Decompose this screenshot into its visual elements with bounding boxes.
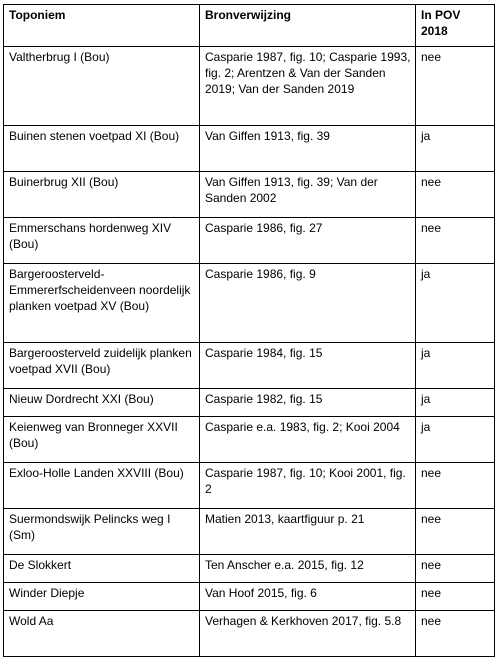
cell-bronverwijzing: Verhagen & Kerkhoven 2017, fig. 5.8	[200, 611, 416, 657]
cell-bronverwijzing: Van Giffen 1913, fig. 39	[200, 126, 416, 172]
cell-bronverwijzing: Van Giffen 1913, fig. 39; Van der Sanden 2002	[200, 172, 416, 218]
cell-toponiem: Exloo-Holle Landen XXVIII (Bou)	[4, 463, 200, 509]
references-table	[3, 4, 495, 657]
cell-in-pov: nee	[416, 218, 495, 264]
cell-bronverwijzing: Matien 2013, kaartfiguur p. 21	[200, 509, 416, 555]
references-table-container	[3, 4, 495, 657]
table-row	[4, 172, 495, 218]
cell-bronverwijzing: Casparie 1986, fig. 27	[200, 218, 416, 264]
header-bronverwijzing: Bronverwijzing	[200, 5, 416, 47]
cell-bronverwijzing: Casparie 1987, fig. 10; Casparie 1993, fig. 2; Arentzen & Van der Sanden 2019; Van der Sanden 2019	[200, 47, 416, 126]
table-row	[4, 126, 495, 172]
cell-toponiem: Wold Aa	[4, 611, 200, 657]
cell-in-pov: nee	[416, 555, 495, 583]
table-row	[4, 583, 495, 611]
table-row	[4, 417, 495, 463]
cell-toponiem: Buinen stenen voetpad XI (Bou)	[4, 126, 200, 172]
cell-toponiem: Keienweg van Bronneger XXVII (Bou)	[4, 417, 200, 463]
cell-toponiem: Nieuw Dordrecht XXI (Bou)	[4, 389, 200, 417]
cell-bronverwijzing: Ten Anscher e.a. 2015, fig. 12	[200, 555, 416, 583]
cell-toponiem: Suermondswijk Pelincks weg I (Sm)	[4, 509, 200, 555]
cell-bronverwijzing: Casparie 1982, fig. 15	[200, 389, 416, 417]
cell-in-pov: ja	[416, 389, 495, 417]
cell-toponiem: Emmerschans hordenweg XIV (Bou)	[4, 218, 200, 264]
table-row	[4, 389, 495, 417]
table-row	[4, 47, 495, 126]
header-toponiem: Toponiem	[4, 5, 200, 47]
cell-in-pov: nee	[416, 47, 495, 126]
cell-bronverwijzing: Casparie 1987, fig. 10; Kooi 2001, fig. 2	[200, 463, 416, 509]
cell-toponiem: Bargeroosterveld zuidelijk planken voetpad XVII (Bou)	[4, 343, 200, 389]
cell-bronverwijzing: Casparie 1986, fig. 9	[200, 264, 416, 343]
cell-in-pov: nee	[416, 583, 495, 611]
cell-in-pov: ja	[416, 343, 495, 389]
cell-toponiem: Valtherbrug I (Bou)	[4, 47, 200, 126]
table-row	[4, 343, 495, 389]
table-row	[4, 611, 495, 657]
cell-toponiem: Bargeroosterveld-Emmererfscheidenveen noordelijk planken voetpad XV (Bou)	[4, 264, 200, 343]
cell-bronverwijzing: Casparie e.a. 1983, fig. 2; Kooi 2004	[200, 417, 416, 463]
cell-in-pov: ja	[416, 417, 495, 463]
cell-in-pov: ja	[416, 264, 495, 343]
table-header-row	[4, 5, 495, 47]
cell-bronverwijzing: Casparie 1984, fig. 15	[200, 343, 416, 389]
table-row	[4, 555, 495, 583]
cell-toponiem: Buinerbrug XII (Bou)	[4, 172, 200, 218]
table-row	[4, 463, 495, 509]
cell-toponiem: De Slokkert	[4, 555, 200, 583]
cell-in-pov: nee	[416, 509, 495, 555]
cell-in-pov: nee	[416, 611, 495, 657]
cell-in-pov: ja	[416, 126, 495, 172]
cell-toponiem: Winder Diepje	[4, 583, 200, 611]
cell-in-pov: nee	[416, 463, 495, 509]
cell-bronverwijzing: Van Hoof 2015, fig. 6	[200, 583, 416, 611]
cell-in-pov: nee	[416, 172, 495, 218]
table-row	[4, 264, 495, 343]
header-in-pov-2018: In POV 2018	[416, 5, 495, 47]
table-row	[4, 509, 495, 555]
table-row	[4, 218, 495, 264]
